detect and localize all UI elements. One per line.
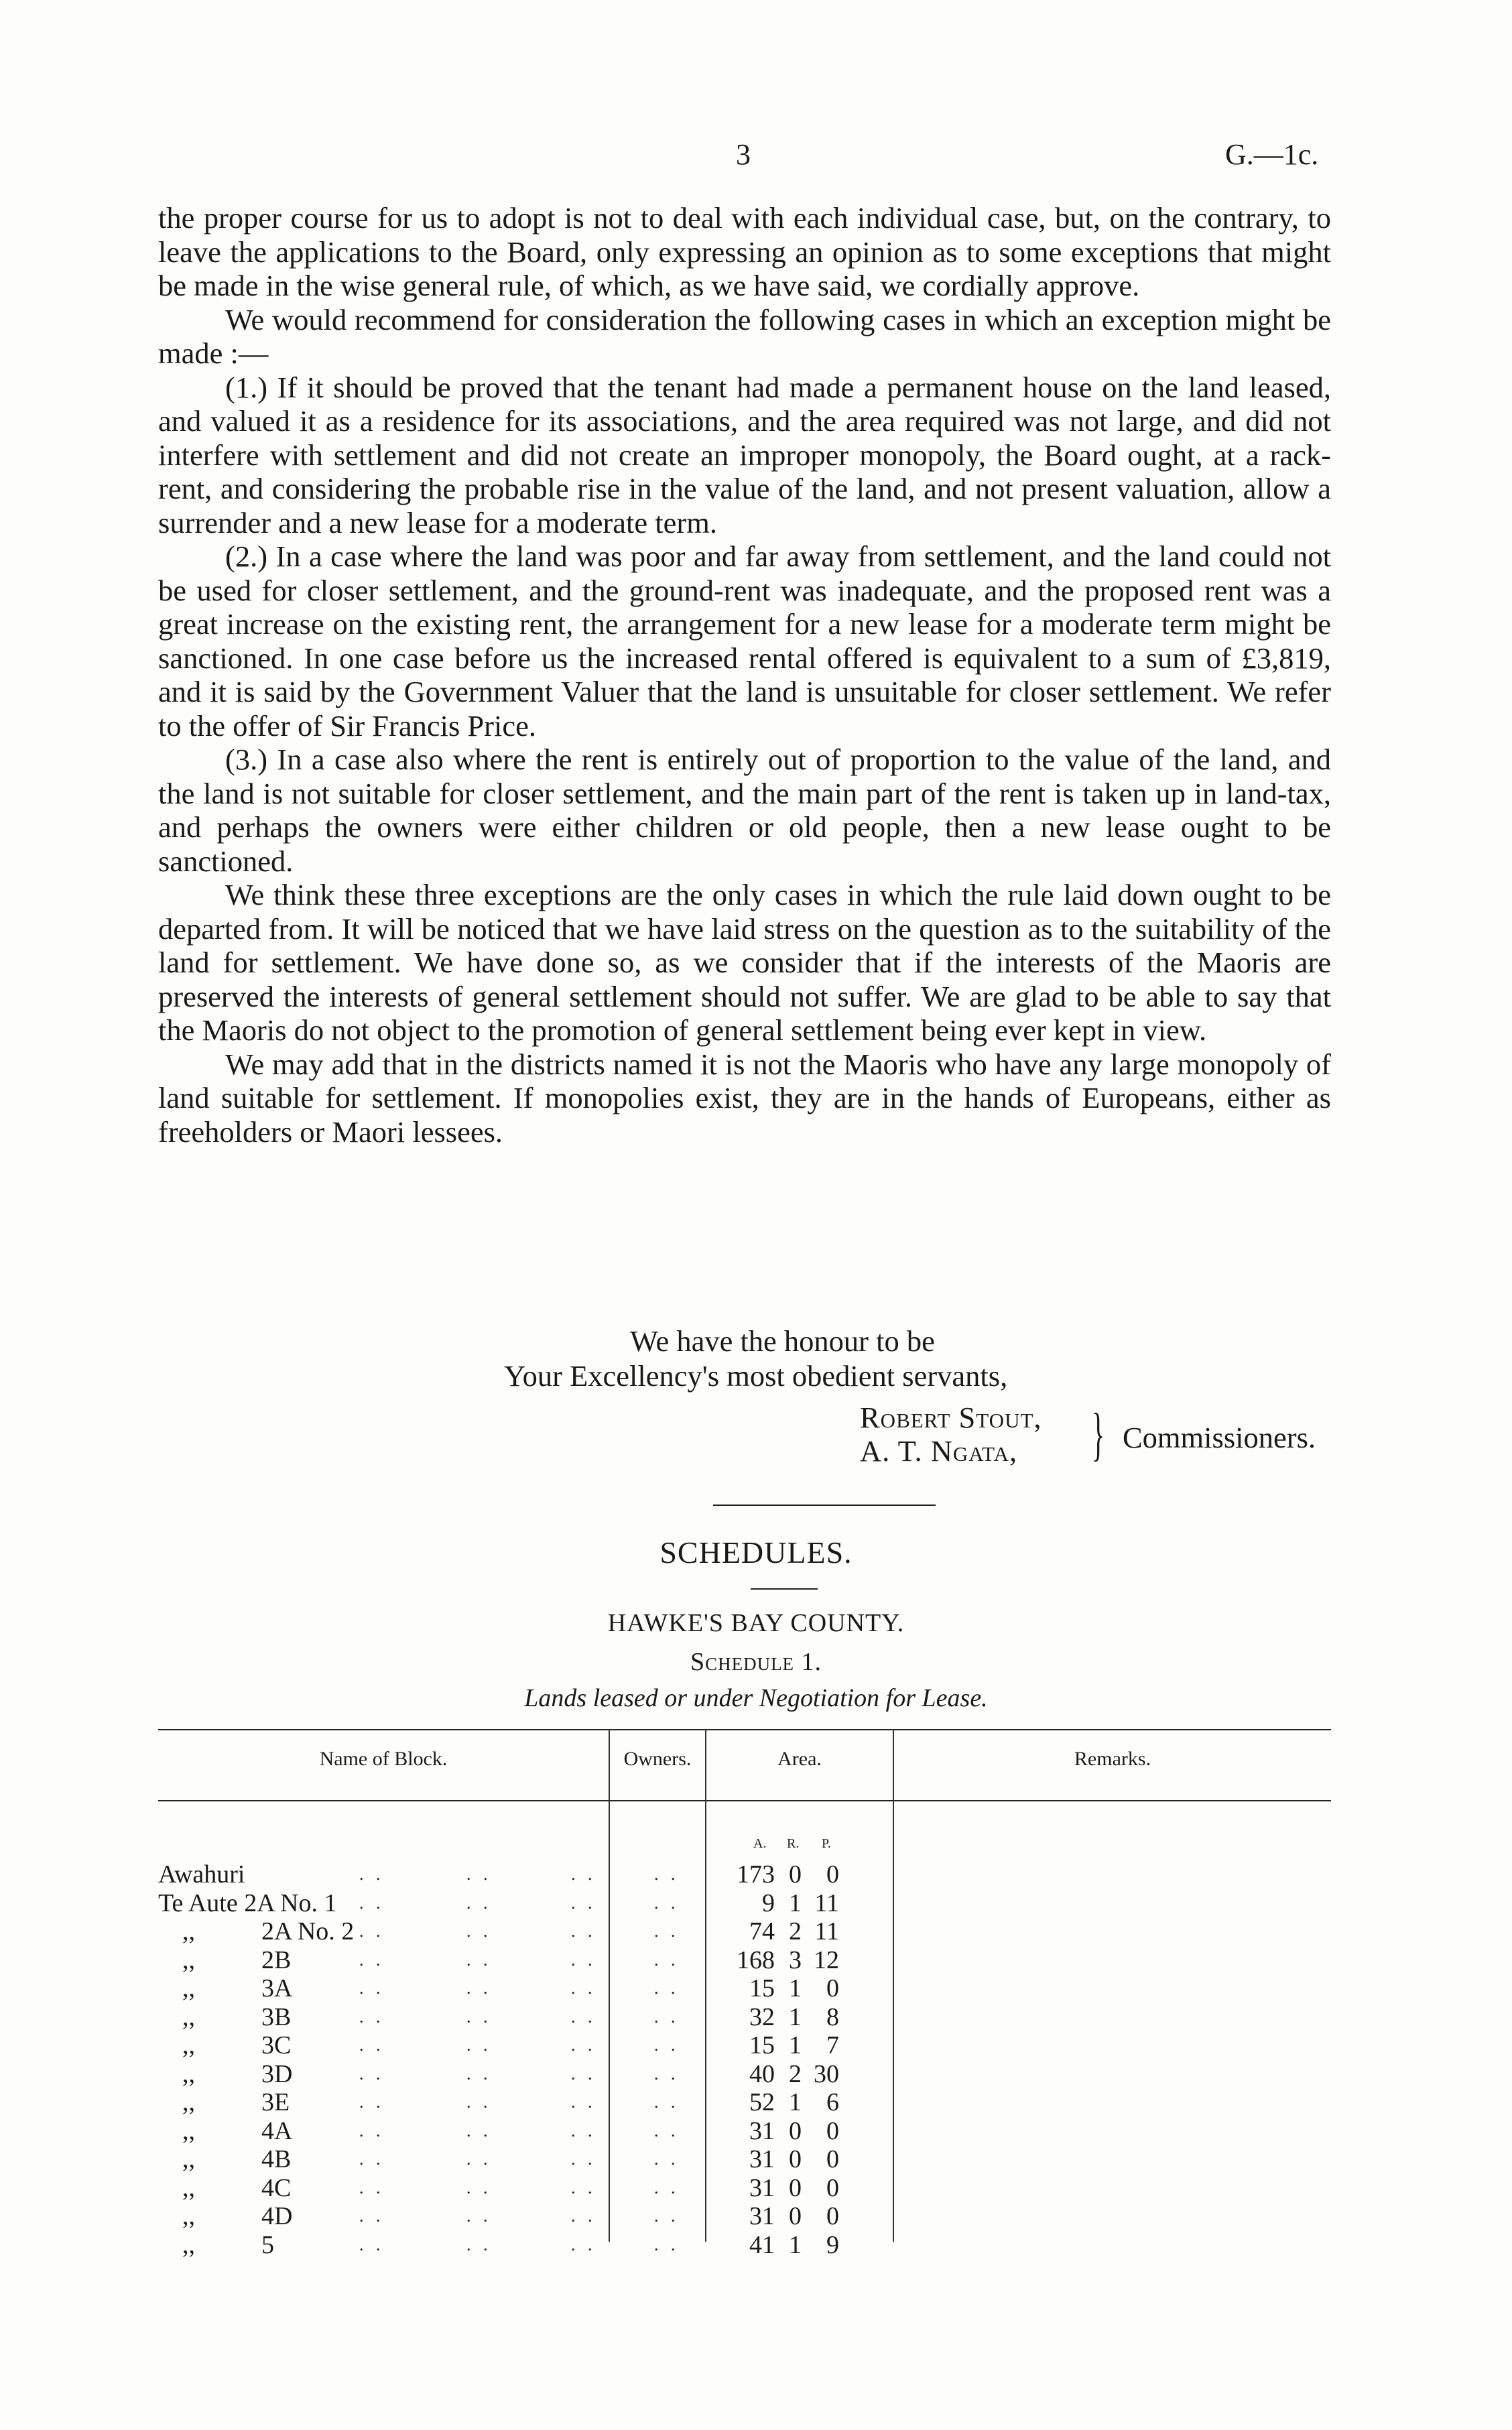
block-subdivision: 2B [261,1945,292,1974]
area-acres: 31 [749,2202,775,2230]
column-header-remarks: Remarks. [1074,1748,1151,1770]
leader-dots: . . [359,1921,385,1941]
area-perches: 12 [814,1945,839,1974]
ditto-mark: ,, [182,2145,195,2173]
leader-dots: . . [466,2092,492,2112]
area-roods: 1 [789,2002,802,2031]
schedules-heading: SCHEDULES. [659,1535,853,1570]
leader-dots: . . [466,2035,492,2055]
area-acres: 15 [749,2031,775,2059]
table-row [158,1974,1331,2002]
unit-perches: P. [822,1836,831,1851]
area-perches: 11 [814,1917,839,1945]
block-subdivision: 5 [261,2230,274,2259]
area-perches: 7 [826,2031,839,2059]
page-number: 3 [736,138,751,171]
leader-dots: . . [571,2149,596,2169]
leader-dots: . . [571,1949,596,1970]
schedule-number: Schedule 1. [690,1648,822,1676]
ditto-mark: ,, [182,2173,195,2202]
leader-dots: . . [571,2234,596,2254]
area-roods: 1 [789,2031,802,2059]
table-row [158,2060,1331,2088]
block-subdivision: 3B [261,2002,292,2031]
table-row [158,2231,1331,2259]
leader-dots: . . [359,2035,385,2055]
area-acres: 15 [749,1974,775,2002]
area-acres: 74 [749,1917,775,1945]
ditto-mark: ,, [182,1917,195,1945]
column-header-owners: Owners. [623,1748,692,1770]
leader-dots: . . [654,2177,680,2197]
leader-dots: . . [654,2206,680,2226]
area-roods: 0 [789,2202,802,2230]
leader-dots: . . [654,2035,680,2055]
leader-dots: . . [359,2177,385,2197]
leader-dots: . . [571,2206,596,2226]
area-perches: 8 [826,2002,839,2031]
leader-dots: . . [359,1864,385,1884]
leader-dots: . . [571,2120,596,2140]
leader-dots: . . [571,2177,596,2197]
schedule-subtitle: Lands leased or under Negotiation for Lease. [524,1684,988,1712]
unit-acres: A. [753,1836,767,1851]
leader-dots: . . [359,2206,385,2226]
table-row [158,2003,1331,2031]
area-perches: 0 [826,2173,839,2202]
leader-dots: . . [571,1921,596,1941]
section-divider [713,1505,936,1506]
area-perches: 9 [826,2230,839,2259]
leader-dots: . . [466,2206,492,2226]
leader-dots: . . [466,2234,492,2254]
area-roods: 2 [789,1917,802,1945]
leader-dots: . . [466,1864,492,1884]
schedule-table [158,1729,1331,2259]
area-roods: 3 [789,1945,802,1974]
table-row [158,2117,1331,2145]
signatory-name: A. T. Ngata, [860,1434,1018,1468]
signatory-role: Commissioners. [1123,1421,1316,1454]
closing-line: Your Excellency's most obedient servants, [504,1359,1008,1393]
area-acres: 168 [737,1945,775,1974]
leader-dots: . . [359,1949,385,1970]
area-roods: 0 [789,2173,802,2202]
area-roods: 1 [789,2230,802,2259]
leader-dots: . . [466,2006,492,2027]
leader-dots: . . [571,1978,596,1998]
table-row [158,1860,1331,1889]
leader-dots: . . [654,1893,680,1913]
area-acres: 9 [762,1889,775,1917]
signature-block [860,1401,1316,1468]
area-acres: 31 [749,2116,775,2145]
leader-dots: . . [359,2234,385,2254]
area-roods: 0 [789,2116,802,2145]
leader-dots: . . [359,2006,385,2027]
leader-dots: . . [359,2063,385,2084]
leader-dots: . . [466,2177,492,2197]
ditto-mark: ,, [182,2002,195,2031]
table-row [158,1917,1331,1945]
area-acres: 173 [737,1860,775,1889]
table-row [158,1946,1331,1974]
ditto-mark: ,, [182,2088,195,2116]
table-row [158,2174,1331,2202]
block-subdivision: 2A No. 2 [261,1917,355,1945]
leader-dots: . . [654,1921,680,1941]
ditto-mark: ,, [182,1974,195,2002]
paragraph: the proper course for us to adopt is not to deal with each individual case, but, on the contrary, to leave the applications to the Board, only expressing an opinion as to some exceptions that might be made in the wise general rule, of which, as we have said, we cordially approve. [158,201,1331,302]
column-header-name: Name of Block. [319,1748,448,1770]
area-roods: 1 [789,1974,802,2002]
leader-dots: . . [571,2035,596,2055]
leader-dots: . . [359,2120,385,2140]
ditto-mark: ,, [182,1945,195,1974]
area-roods: 2 [789,2059,802,2088]
ditto-mark: ,, [182,2202,195,2230]
block-subdivision: 4A [261,2116,293,2145]
area-perches: 6 [826,2088,839,2116]
leader-dots: . . [571,2063,596,2084]
area-perches: 0 [826,2116,839,2145]
leader-dots: . . [571,1893,596,1913]
leader-dots: . . [654,2092,680,2112]
block-name: Awahuri [158,1860,245,1889]
ditto-mark: ,, [182,2059,195,2088]
leader-dots: . . [466,1921,492,1941]
table-row [158,2145,1331,2173]
leader-dots: . . [654,2063,680,2084]
leader-dots: . . [359,1893,385,1913]
paragraph: We may add that in the districts named it is not the Maoris who have any large monopoly of land suitable for settlement. If monopolies exist, they are in the hands of Europeans, either as freeholders or Maori lessees. [158,1047,1331,1149]
leader-dots: . . [466,2149,492,2169]
table-row [158,2031,1331,2059]
block-name: Te Aute 2A No. 1 [158,1889,337,1917]
leader-dots: . . [654,2120,680,2140]
leader-dots: . . [654,1949,680,1970]
area-acres: 31 [749,2173,775,2202]
block-subdivision: 4D [261,2202,293,2230]
block-subdivision: 3A [261,1974,293,2002]
leader-dots: . . [654,1978,680,1998]
area-perches: 0 [826,1974,839,2002]
column-header-area: Area. [777,1748,822,1770]
block-subdivision: 3D [261,2059,293,2088]
table-header-rule [158,1800,1331,1801]
leader-dots: . . [466,2120,492,2140]
area-roods: 1 [789,2088,802,2116]
leader-dots: . . [654,2149,680,2169]
area-roods: 0 [789,1860,802,1889]
ditto-mark: ,, [182,2031,195,2059]
leader-dots: . . [466,1949,492,1970]
area-acres: 41 [749,2230,775,2259]
table-row [158,2088,1331,2116]
area-perches: 0 [826,1860,839,1889]
area-roods: 0 [789,2145,802,2173]
leader-dots: . . [466,1978,492,1998]
paragraph: We think these three exceptions are the only cases in which the rule laid down ought to be departed from. It will be noticed that we have laid stress on the question as to the suitability of the land for settlement. We have done so, as we consider that if the interests of the Maoris are preserved the interests of general settlement should not suffer. We are glad to be able to say that the Maoris do not object to the promotion of general settlement being ever kept in view. [158,878,1331,1047]
leader-dots: . . [654,2006,680,2027]
brace-icon: } [1092,1402,1105,1467]
paragraph: We would recommend for consideration the following cases in which an exception might be made :— [158,302,1331,370]
paragraph: (2.) In a case where the land was poor and far away from settlement, and the land could not be used for closer settlement, and the ground-rent was inadequate, and the proposed rent was a great increase on the existing rent, the arrangement for a new lease for a moderate term might be sanctioned. In one case before us the increased rental offered is equivalent to a sum of £3,819, and it is said by the Government Valuer that the land is unsuitable for closer settlement. We refer to the offer of Sir Francis Price. [158,539,1331,743]
area-perches: 11 [814,1889,839,1917]
area-perches: 30 [814,2059,839,2088]
area-acres: 32 [749,2002,775,2031]
table-row [158,1889,1331,1917]
leader-dots: . . [654,2234,680,2254]
area-acres: 31 [749,2145,775,2173]
paragraph: (1.) If it should be proved that the tenant had made a permanent house on the land leased, and valued it as a residence for its associations, and the area required was not large, and did not interfere with settlement and did not create an improper monopoly, the Board ought, at a rack-rent, and considering the probable rise in the value of the land, and not present valuation, allow a surrender and a new lease for a moderate term. [158,370,1331,539]
block-subdivision: 3E [261,2088,290,2116]
ditto-mark: ,, [182,2116,195,2145]
report-body [158,201,1331,1149]
table-row [158,2202,1331,2230]
leader-dots: . . [466,2063,492,2084]
leader-dots: . . [654,1864,680,1884]
signatory-name: Robert Stout, [860,1401,1042,1434]
area-acres: 40 [749,2059,775,2088]
block-subdivision: 4B [261,2145,292,2173]
county-heading: HAWKE'S BAY COUNTY. [607,1609,905,1637]
leader-dots: . . [466,1893,492,1913]
heading-underline [751,1588,818,1590]
closing-line: We have the honour to be [630,1324,935,1358]
area-roods: 1 [789,1889,802,1917]
leader-dots: . . [359,1978,385,1998]
area-perches: 0 [826,2145,839,2173]
ditto-mark: ,, [182,2230,195,2259]
leader-dots: . . [359,2149,385,2169]
block-subdivision: 4C [261,2173,292,2202]
table-top-rule [158,1729,1331,1730]
area-acres: 52 [749,2088,775,2116]
block-subdivision: 3C [261,2031,292,2059]
leader-dots: . . [571,2006,596,2027]
paragraph: (3.) In a case also where the rent is entirely out of proportion to the value of the land, and the land is not suitable for closer settlement, and the main part of the rent is taken up in land-tax, and perhaps the owners were either children or old people, then a new lease ought to be sanctioned. [158,743,1331,878]
document-reference: G.—1c. [1225,138,1319,171]
area-perches: 0 [826,2202,839,2230]
leader-dots: . . [359,2092,385,2112]
leader-dots: . . [571,2092,596,2112]
unit-roods: R. [787,1836,800,1851]
leader-dots: . . [571,1864,596,1884]
